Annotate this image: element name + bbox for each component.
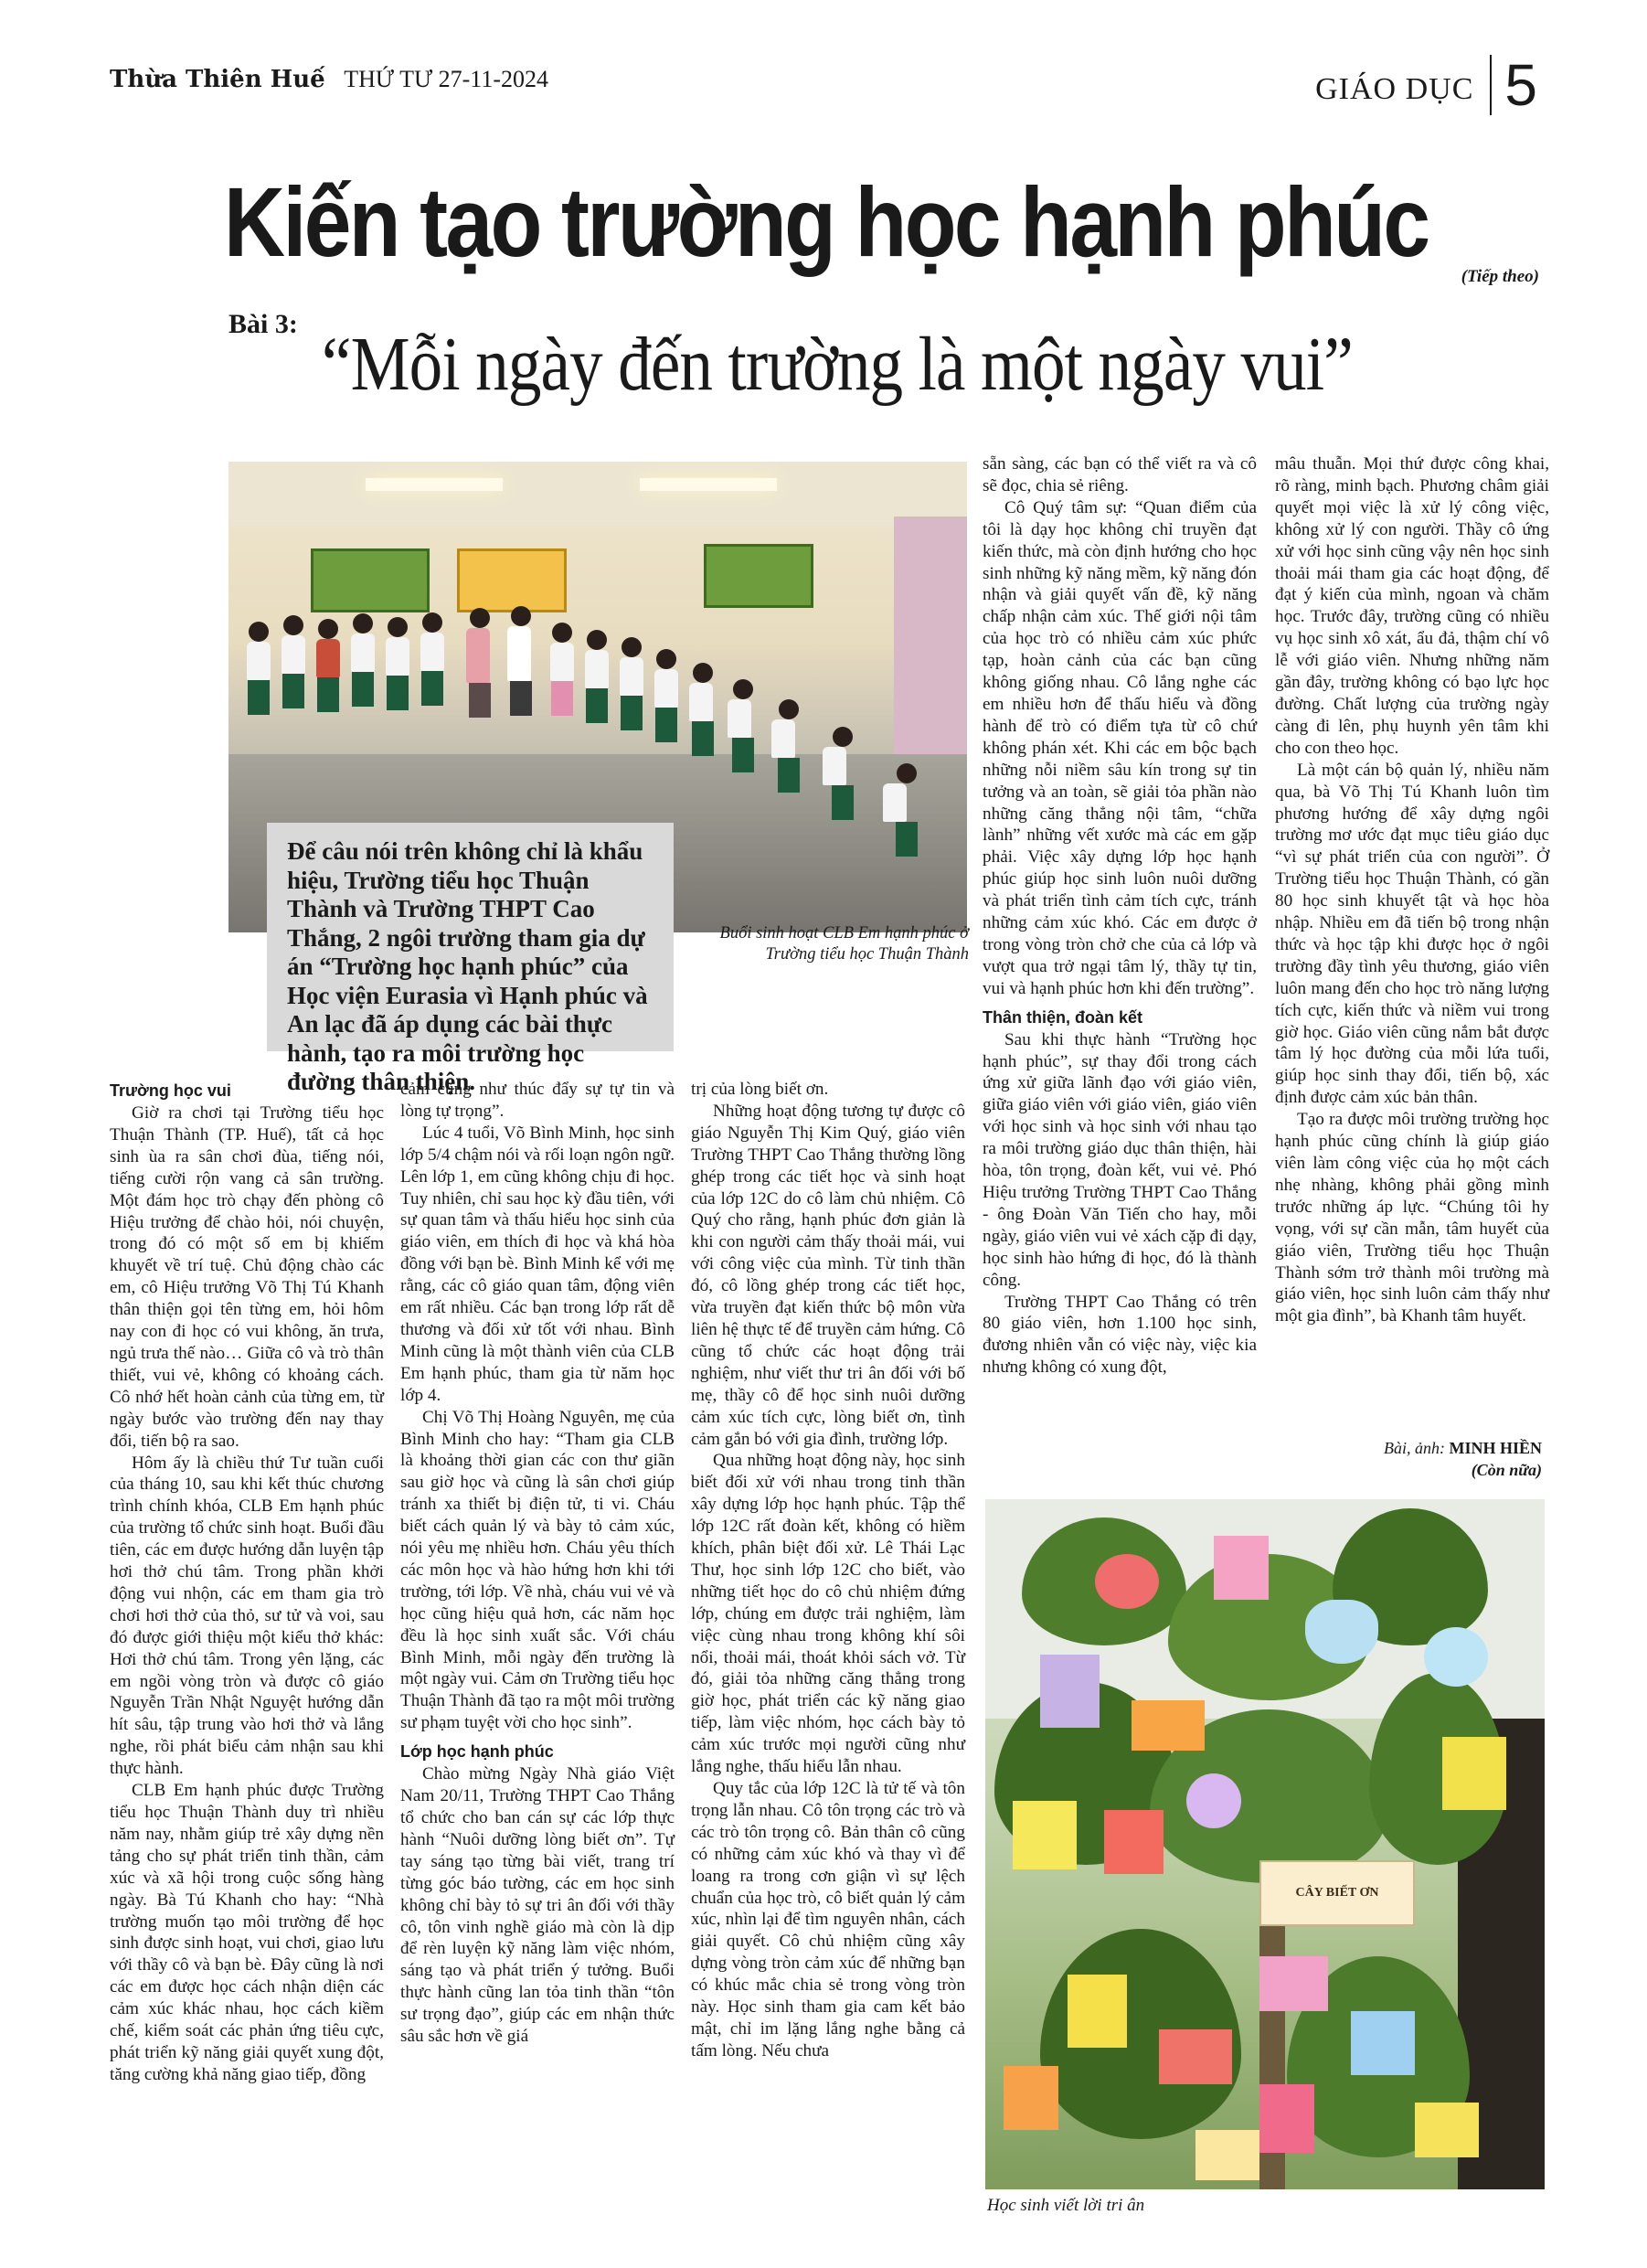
teacher-figure [466,608,494,718]
student-figure [282,615,305,708]
paper-note-flower [1095,1554,1159,1609]
paper-note [1040,1655,1100,1728]
article-column-4 [983,453,1257,1379]
student-figure [316,619,340,712]
photo-ceiling [228,462,967,526]
paragraph: trị của lòng biết ơn. [691,1080,829,1099]
paper-note [1186,1773,1241,1828]
ceiling-light [640,478,777,491]
newspaper-name: Thừa Thiên Huế [110,66,325,93]
paper-note [1214,1536,1269,1600]
paragraph: Trường THPT Cao Thắng có trên 80 giáo viên, hơn 1.100 học sinh, đương nhiên vẫn có việc này, việc kia nhưng không có xung đột, [983,1292,1257,1378]
student-figure [728,679,759,772]
wall-board [311,548,430,612]
pull-quote: Để câu nói trên không chỉ là khẩu hiệu, Trường tiểu học Thuận Thành và Trường THPT Cao Thắng, 2 ngôi trường tham gia dự án “Trường học hạnh phúc” của Học viện Eurasia vì Hạnh phúc và An lạc đã áp dụng các bài thực hành, tạo ra môi trường học đường thân thiện. [267,823,674,1051]
paper-note [1442,1737,1506,1810]
article-column-5 [1275,453,1549,1327]
page-divider [1490,55,1492,115]
student-figure [823,727,863,820]
article-column-3 [691,1079,965,2062]
paragraph: mâu thuẫn. Mọi thứ được công khai, rõ ràng, minh bạch. Phương châm giải quyết mọi việc là xử lý công việc, không xử lý con người. Thầy cô ứng xử với học sinh cũng vậy nên học sinh thoải mái tham gia các hoạt động, để đạt ý kiến của mình, ngoan và chăm học. Trước đây, trường cũng có nhiều vụ học sinh xô xát, ẩu đả, thậm chí vô lễ với giáo viên. Nhưng những năm gần đây, trường không có bạo lực học đường. Chất lượng của trường ngày càng đi lên, phụ huynh yên tâm khi cho con theo học. [1275,454,1549,758]
paragraph: Lúc 4 tuổi, Võ Bình Minh, học sinh lớp 5/4 chậm nói và rối loạn ngôn ngữ. Lên lớp 1, em cũng không chịu đi học. Tuy nhiên, chỉ sau học kỳ đầu tiên, với sự quan tâm và thấu hiểu học sinh của giáo viên, em thích đi học và khá hòa đồng với bạn bè. Bình Minh kể với mẹ rằng, các cô giáo quan tâm, động viên em rất nhiều. Các bạn trong lớp rất dễ thương và đối xử tốt với nhau. Bình Minh cũng là một thành viên của CLB Em hạnh phúc, tham gia từ năm học lớp 4. [400,1123,675,1405]
student-figure [550,623,574,716]
student-figure [689,663,717,756]
masthead-left [110,66,548,93]
paper-note [1259,2084,1314,2153]
credit-author: MINH HIỀN [1449,1439,1542,1457]
paragraph: Tạo ra được môi trường trường học hạnh phúc cũng chính là giúp giáo viên làm công việc của họ một cách nhẹ nhàng, không phải gồng mình trước những áp lực. “Chúng tôi hy vọng, với sự cần mẫn, tâm huyết của giáo viên, Trường tiểu học Thuận Thành sớm trở thành môi trường mà giáo viên, học sinh luôn cảm thấy như một gia đình”, bà Khanh tâm huyết. [1275,1110,1549,1326]
paragraph: Sau khi thực hành “Trường học hạnh phúc”, sự thay đổi trong cách ứng xử giữa lãnh đạo với giáo viên, giữa giáo viên với giáo viên, giáo viên với học sinh và học sinh với nhau tạo ra môi trường giáo dục thân thiện, hài hòa, tôn trọng, đoàn kết, vui vẻ. Phó Hiệu trưởng Trường THPT Cao Thắng - ông Đoàn Văn Tiến cho hay, mỗi ngày, giáo viên vui vẻ xách cặp đi dạy, học sinh hào hứng đi học, đó là thành công. [983,1029,1257,1290]
photo-wall [894,516,967,791]
paragraph: Hôm ấy là chiều thứ Tư tuần cuối của tháng 10, sau khi kết thúc chương trình chính khóa, CLB Em hạnh phúc của trường tổ chức sinh hoạt. Buổi đầu tiên, các em được hướng dẫn luyện tập hơi thở chú tâm. Trong phần khởi động vui nhộn, các em tham gia trò chơi hơi thở của thỏ, sư tử và voi, sau đó được giới thiệu một kiểu thở khác: Hơi thở chú tâm. Trong yên lặng, các em ngồi vòng tròn và được cô giáo Nguyễn Trần Nhật Nguyệt hướng dẫn hít sâu, tập trung vào hơi thở và lắng nghe, rồi phát biểu cảm nhận sau khi thực hành. [110,1453,384,1779]
paper-note [1195,2130,1259,2180]
article-column-2 [400,1079,675,2048]
subtitle: “Mỗi ngày đến trường là một ngày vui” [322,322,1353,407]
paragraph: Chào mừng Ngày Nhà giáo Việt Nam 20/11, Trường THPT Cao Thắng tổ chức cho ban cán sự các lớp thực hành “Nuôi dưỡng lòng biết ơn”. Tự tay sáng tạo từng bài viết, trang trí từng góc báo tường, các em học sinh không chỉ bày tỏ sự tri ân đối với thầy cô, tôn vinh nghề giáo mà còn là dịp để rèn luyện kỹ năng làm việc nhóm, sáng tạo và phát triển ý tưởng. Buổi thực hành cũng lan tỏa tinh thần “tôn sư trọng đạo”, giúp các em nhận thức sâu sắc hơn về giá [400,1764,675,2047]
issue-date: THỨ TƯ 27-11-2024 [344,66,548,92]
photo1-caption: Buổi sinh hoạt CLB Em hạnh phúc ở Trường tiểu học Thuận Thành [719,924,969,964]
paragraph: Chị Võ Thị Hoàng Nguyên, mẹ của Bình Minh cho hay: “Tham gia CLB là khoảng thời gian các con thư giãn sau giờ học và cũng là sân chơi giúp tránh xa thiết bị điện tử, ti vi. Cháu biết cách quản lý và bày tỏ cảm xúc, nói yêu mẹ nhiều hơn. Cháu yêu thích các môn học và hào hứng hơn khi tới trường, tới lớp. Về nhà, cháu vui vẻ và học cũng hiệu quả hơn, các năm học đều là học sinh xuất sắc. Với cháu Bình Minh, mỗi ngày đến trường là một ngày vui. Cảm ơn Trường tiểu học Thuận Thành đã tạo ra một môi trường sư phạm tuyệt vời cho học sinh”. [400,1407,675,1733]
paper-note [1013,1801,1077,1869]
wall-poster [457,548,567,612]
article-credit [1384,1437,1542,1481]
paper-note [1104,1810,1164,1874]
subheading-lop-hoc-hanh-phuc: Lớp học hạnh phúc [400,1742,554,1762]
gratitude-tree-sign: CÂY BIẾT ƠN [1259,1860,1415,1926]
student-figure [351,613,375,707]
paper-note [1159,2029,1232,2084]
wall-board [704,544,813,608]
paper-note-heart [1305,1600,1378,1664]
paragraph: Là một cán bộ quản lý, nhiều năm qua, bà Võ Thị Tú Khanh luôn tìm phương hướng để xây dựng ngôi trường mơ ước đạt mục tiêu giáo dục “vì sự phát triển của con người”. Ở Trường tiểu học Thuận Thành, có gần 80 học sinh khuyết tật và học hòa nhập. Nhiều em đã tiến bộ trong nhận thức và học tập khi được học ở ngôi trường đầy tình yêu thương, giáo viên luôn mang đến cho học trò năng lượng tích cực, kiến thức và niềm vui trong giờ học. Giáo viên cũng nắm bắt được tâm lý học đường của mỗi lứa tuổi, giúp học sinh thay đổi, tiến bộ, xác định được cảm xúc bản thân. [1275,760,1549,1108]
paper-note [1415,2103,1479,2157]
section-name: GIÁO DỤC [1315,72,1474,106]
credit-prefix: Bài, ảnh: [1383,1439,1445,1457]
paper-note [1132,1700,1205,1751]
subheading-truong-hoc-vui: Trường học vui [110,1081,231,1100]
student-figure [620,637,643,730]
student-figure [654,649,678,742]
paragraph: sẵn sàng, các bạn có thể viết ra và cô sẽ đọc, chia sẻ riêng. [983,454,1257,495]
paragraph: Cô Quý tâm sự: “Quan điểm của tôi là dạy học không chỉ truyền đạt kiến thức, mà còn định hướng cho học sinh những kỹ năng mềm, kỹ năng đón nhận và giải quyết vấn đề, kỹ năng chấp nhận cảm xúc. Thế giới nội tâm của học trò có nhiều cảm xúc phức tạp, hoàn cảnh của các bạn cũng không giống nhau. Cô lắng nghe các em nhiều hơn để thấu hiểu và đồng hành để trò có điểm tựa từ cô chứ không phán xét. Khi các em bộc bạch những nỗi niềm sâu kín trong sự tin tưởng và an toàn, sẽ giải tỏa phần nào những căng thẳng nội tâm, “chữa lành” những vết xước mà các em gặp phải. Việc xây dựng lớp học hạnh phúc giúp học sinh luôn nuôi dưỡng và phát triển tình cảm tích cực, tránh những cảm xúc khó. Các em được ở trong vòng tròn chở che của cả lớp và vượt qua trở ngại tâm lý, thầy tự tin, vui và hạnh phúc hơn khi đến trường”. [983,497,1257,998]
series-label: Bài 3: [228,309,298,339]
paragraph: Giờ ra chơi tại Trường tiểu học Thuận Thành (TP. Huế), tất cả học sinh ùa ra sân chơi đùa, tiếng nói, tiếng cười rộn vang cả sân trường. Một đám học trò chạy đến phòng cô Hiệu trưởng để chào hỏi, nói chuyện, trong đó có một số em bị khiếm khuyết về trí tuệ. Chủ động chào các em, cô Hiệu trưởng Võ Thị Tú Khanh thân thiện gọi tên từng em, hỏi hôm nay con đi học có vui không, ăn trưa, ngủ trưa thế nào… Giữa cô và trò thân thiết, vui vẻ, không có khoảng cách. Cô nhớ hết hoàn cảnh của từng em, từ ngày bước vào trường đến nay thay đổi, tiến bộ ra sao. [110,1103,384,1451]
continued-note: (Còn nữa) [1471,1461,1542,1479]
paragraph: Quy tắc của lớp 12C là tử tế và tôn trọng lẫn nhau. Cô tôn trọng các trò và các trò tôn trọng cô. Bản thân cô cũng có những cảm xúc khó và thay vì để loang ra trong cơn giận vì sự lệch chuẩn của học trò, cô biết quản lý cảm xúc, nhìn lại để tìm nguyên nhân, cách giải quyết. Cô chủ nhiệm cũng xây dựng vòng tròn cảm xúc để những bạn có khúc mắc chia sẻ trong vòng tròn này. Học sinh tham gia cam kết bảo mật, chỉ im lặng lắng nghe bằng cả tấm lòng. Nếu chưa [691,1779,965,2060]
masthead-right [1315,52,1537,118]
paper-note [1259,1956,1328,2011]
continued-label: (Tiếp theo) [1461,267,1539,286]
paragraph: cảm cũng như thúc đẩy sự tự tin và lòng tự trọng”. [400,1080,675,1121]
headline: Kiến tạo trường học hạnh phúc [224,166,1429,277]
paragraph: Những hoạt động tương tự được cô giáo Nguyễn Thị Kim Quý, giáo viên Trường THPT Cao Thắng thường lồng ghép trong các tiết học và sinh hoạt của lớp 12C do cô làm chủ nhiệm. Cô Quý cho rằng, hạnh phúc đơn giản là khi con người cảm thấy thoải mái, vui với công việc của mình. Từ tinh thần đó, cô lồng ghép trong các tiết học, vừa truyền đạt kiến thức bộ môn vừa liên hệ thực tế để truyền cảm hứng. Cô cũng tổ chức các hoạt động trải nghiệm, như viết thư tri ân đối với bố mẹ, thầy cô để học sinh nuôi dưỡng cảm xúc tích cực, lòng biết ơn, tình cảm gắn bó với gia đình, trường lớp. [691,1101,965,1449]
student-figure [386,617,409,710]
student-figure [247,622,271,715]
student-figure [420,612,444,706]
paragraph: CLB Em hạnh phúc được Trường tiểu học Thuận Thành duy trì nhiều năm nay, nhằm giúp trẻ xây dựng nền tảng cho sự phát triển tinh thần, cảm xúc và xã hội trong cuộc sống hàng ngày. Bà Tú Khanh cho hay: “Nhà trường muốn tạo môi trường để học sinh được sinh hoạt, vui chơi, giao lưu với thầy cô và bạn bè. Đây cũng là nơi các em được học cách nhận diện các cảm xúc khác nhau, học cách kiềm chế, kiểm soát các phản ứng tiêu cực, phát triển kỹ năng giải quyết xung đột, tăng cường khả năng giao tiếp, đồng [110,1781,384,2084]
student-figure [883,763,930,857]
subheading-than-thien-doan-ket: Thân thiện, đoàn kết [983,1007,1143,1027]
photo-gratitude-tree [985,1499,1545,2189]
ceiling-light [366,478,503,491]
paper-note [1004,2066,1058,2130]
paragraph: Qua những hoạt động này, học sinh biết đối xử với nhau trong tinh thần xây dựng lớp học hạnh phúc. Tập thể lớp 12C rất đoàn kết, không có hiềm khích, phân biệt đối xử. Lê Thái Lạc Thư, học sinh lớp 12C cho biết, vào những tiết học do cô chủ nhiệm đứng lớp, chúng em được trải nghiệm, làm việc cùng nhau trong không khí sôi nổi, thoải mái, thoát khỏi sách vở. Từ đó, giải tỏa những căng thẳng trong giờ học, phát triển các kỹ năng giao tiếp, làm việc nhóm, học cách bày tỏ cảm xúc trước mọi người cũng như lắng nghe, thấu hiểu lẫn nhau. [691,1451,965,1777]
article-column-1 [110,1079,384,2086]
photo2-caption: Học sinh viết lời tri ân [987,2196,1145,2215]
student-figure [585,630,609,723]
teacher-figure [507,606,535,716]
student-figure [771,699,806,793]
paper-note [1351,2011,1415,2075]
page-number: 5 [1504,52,1537,118]
paper-note [1424,1627,1488,1687]
paper-note [1068,1975,1127,2048]
